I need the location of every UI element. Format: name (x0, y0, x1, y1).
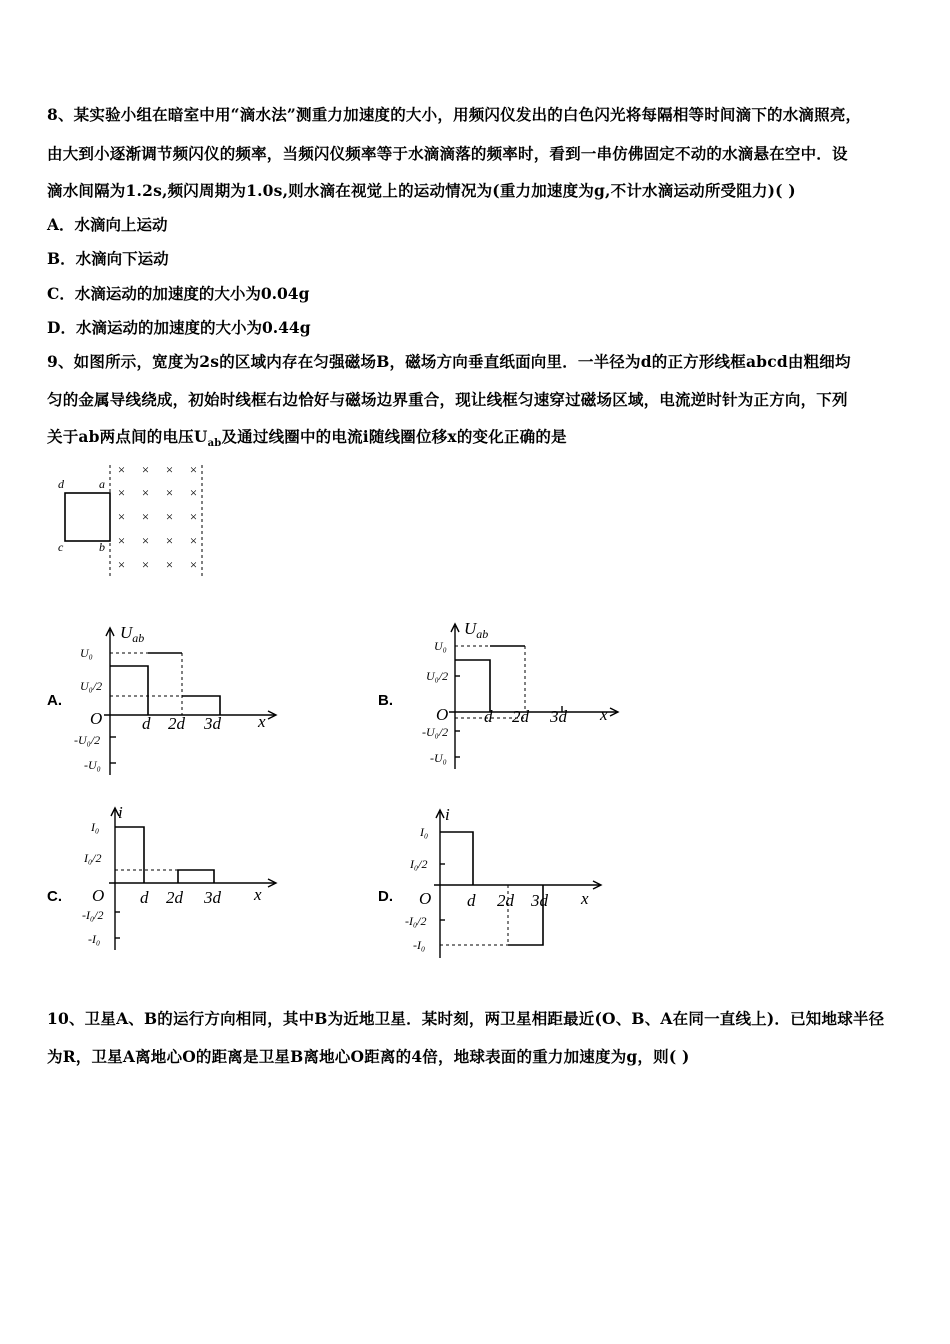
corner-c: c (58, 540, 64, 554)
tick-3d: 3d (204, 888, 221, 907)
q8-option-a: A．水滴向上运动 (47, 215, 168, 234)
origin-label: O (90, 709, 103, 728)
tick-i0: I₀ (420, 825, 429, 839)
field-cross: × (165, 462, 174, 477)
field-cross: × (141, 533, 150, 548)
graph-b (412, 614, 622, 774)
square-loop (65, 493, 110, 541)
axis-label-x: x (258, 712, 266, 731)
axis-label-i: i (118, 803, 123, 822)
field-cross: × (165, 533, 174, 548)
field-cross: × (165, 509, 174, 524)
tick-neg-u0: -U₀ (430, 751, 447, 765)
tick-u0-half: U₀/2 (80, 679, 103, 693)
field-cross: × (189, 485, 198, 500)
tick-d: d (467, 891, 476, 910)
graph-b-step-1 (455, 660, 490, 712)
field-cross: × (117, 462, 126, 477)
graph-d-label: D. (378, 888, 393, 905)
tick-3d: 3d (550, 707, 567, 726)
axis-label-x: x (581, 889, 589, 908)
tick-i0-half: I₀/2 (410, 857, 428, 871)
q8-option-d: D．水滴运动的加速度的大小为0.44g (47, 318, 311, 337)
graph-a-step-3 (182, 696, 220, 715)
field-cross: × (141, 557, 150, 572)
tick-neg-i0-half: -I₀/2 (82, 908, 104, 922)
origin-label: O (419, 889, 432, 908)
q8-option-b: B．水滴向下运动 (47, 249, 169, 268)
tick-u0: U₀ (434, 639, 447, 653)
graph-c-label: C. (47, 888, 62, 905)
field-cross: × (117, 557, 126, 572)
tick-3d: 3d (531, 891, 548, 910)
field-cross: × (117, 533, 126, 548)
tick-d: d (142, 714, 151, 733)
origin-label: O (92, 886, 105, 905)
q8-line-2: 由大到小逐渐调节频闪仪的频率，当频闪仪频率等于水滴滴落的频率时，看到一串仿佛固定不动的水滴悬在空中．设 (47, 144, 848, 163)
tick-d: d (484, 707, 493, 726)
tick-2d: 2d (166, 888, 183, 907)
corner-d: d (58, 477, 64, 491)
tick-2d: 2d (512, 707, 529, 726)
q9-line-1: 9、如图所示，宽度为2s的区域内存在匀强磁场B，磁场方向垂直纸面向里．一半径为d的正方形线框abcd由粗细均 (47, 352, 851, 371)
graph-c-step-3 (178, 870, 214, 883)
field-cross: × (141, 485, 150, 500)
tick-i0: I₀ (91, 820, 100, 834)
tick-neg-u0: -U₀ (84, 758, 101, 772)
tick-neg-u0-half: -U₀/2 (74, 733, 101, 747)
q8-line-1: 8、某实验小组在暗室中用“滴水法”测重力加速度的大小，用频闪仪发出的白色闪光将每隔相等时间滴下的水滴照亮， (47, 105, 862, 124)
tick-2d: 2d (168, 714, 185, 733)
graph-d (405, 800, 605, 960)
tick-neg-i0: -I₀ (413, 938, 426, 952)
axis-label-uab: $U_{ab}$ (464, 619, 489, 641)
graph-d-step-1 (440, 832, 473, 885)
graph-a-label: A. (47, 692, 62, 709)
q8-line-3: 滴水间隔为1.2s,频闪周期为1.0s,则水滴在视觉上的运动情况为(重力加速度为g,不计水滴运动所受阻力)( ) (47, 181, 796, 200)
tick-neg-i0-half: -I₀/2 (405, 914, 427, 928)
field-cross: × (165, 557, 174, 572)
field-cross: × (141, 509, 150, 524)
axis-label-x: x (254, 885, 262, 904)
graph-a-step-1 (110, 666, 148, 715)
q8-option-c: C．水滴运动的加速度的大小为0.04g (47, 284, 310, 303)
graph-b-label: B. (378, 692, 393, 709)
graph-a (74, 620, 280, 780)
q9-line-3: 关于ab两点间的电压$U_{ab}$及通过线圈中的电流i随线圈位移x的变化正确的是 (47, 427, 567, 450)
q9-loop-figure (55, 460, 215, 580)
field-cross: × (189, 462, 198, 477)
tick-d: d (140, 888, 149, 907)
corner-a: a (99, 477, 105, 491)
tick-i0-half: I₀/2 (84, 851, 102, 865)
graph-c-step-1 (115, 827, 144, 883)
field-cross: × (189, 533, 198, 548)
field-cross: × (189, 509, 198, 524)
origin-label: O (436, 705, 449, 724)
axis-label-uab: $U_{ab}$ (120, 623, 145, 645)
tick-neg-u0-half: -U₀/2 (422, 725, 449, 739)
q9-line-2: 匀的金属导线绕成，初始时线框右边恰好与磁场边界重合，现让线框匀速穿过磁场区域，电流逆时针为正方向，下列 (47, 390, 848, 409)
tick-2d: 2d (497, 891, 514, 910)
graph-c (80, 800, 280, 960)
axis-label-i: i (445, 805, 450, 824)
q10-line-1: 10、卫星A、B的运行方向相同，其中B为近地卫星．某时刻，两卫星相距最近(O、B、A在同一直线上)．已知地球半径 (47, 1009, 885, 1028)
tick-u0-half: U₀/2 (426, 669, 449, 683)
field-cross: × (117, 509, 126, 524)
field-cross: × (141, 462, 150, 477)
tick-u0: U₀ (80, 646, 93, 660)
field-cross: × (165, 485, 174, 500)
q10-line-2: 为R，卫星A离地心O的距离是卫星B离地心O距离的4倍，地球表面的重力加速度为g，则( ) (47, 1047, 690, 1066)
axis-label-x: x (600, 705, 608, 724)
tick-neg-i0: -I₀ (88, 932, 101, 946)
field-cross: × (117, 485, 126, 500)
corner-b: b (99, 540, 105, 554)
tick-3d: 3d (204, 714, 221, 733)
magnetic-field-marks (117, 462, 198, 572)
field-cross: × (189, 557, 198, 572)
